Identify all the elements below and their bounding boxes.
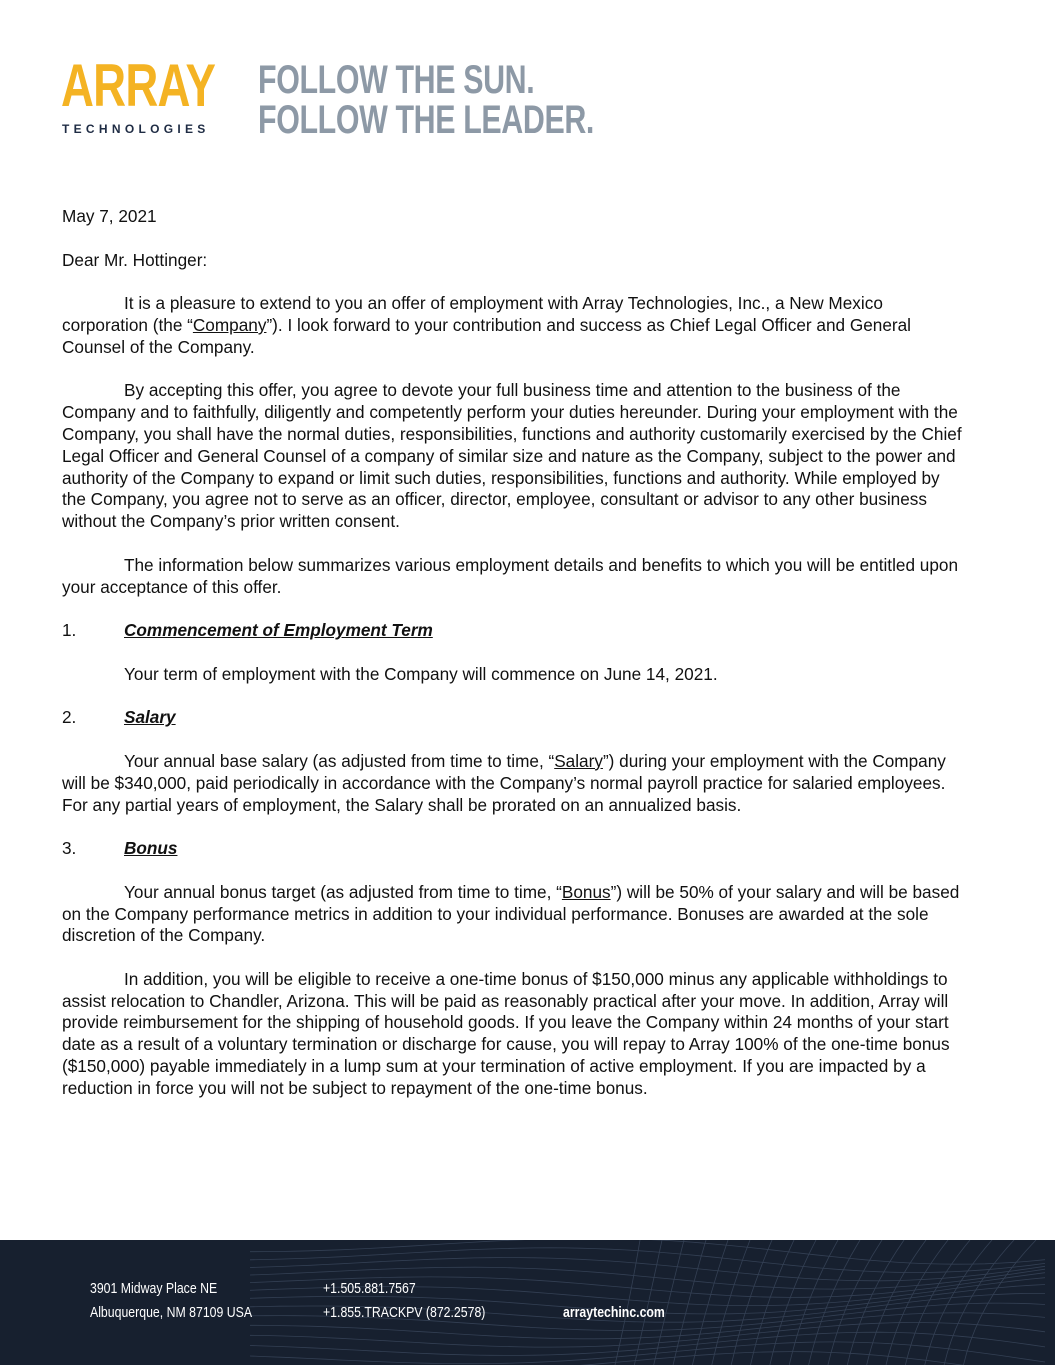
footer-phone-1: +1.505.881.7567 bbox=[323, 1280, 416, 1297]
section-number: 2. bbox=[62, 707, 77, 728]
paragraph-commencement: Your term of employment with the Company will commence on June 14, 2021. bbox=[124, 663, 718, 684]
section-title: Commencement of Employment Term bbox=[124, 620, 433, 641]
letterhead bbox=[61, 52, 662, 148]
paragraph-bonus-text-b: ”) will be 50% of your salary and will be based on the Company performance metrics in addition to your individual performance. Bonuses are awarded at the sole discretion of the Company. bbox=[62, 881, 960, 946]
footer-address-line-2: Albuquerque, NM 87109 USA bbox=[90, 1304, 253, 1321]
tagline-line-2: FOLLOW THE LEADER. bbox=[258, 98, 594, 142]
paragraph-relocation-bonus: In addition, you will be eligible to receive a one-time bonus of $150,000 minus any applicable withholdings to assist relocation to Chandler, Arizona. This will be paid as reasonably practical after your move. In addition, Array will provide reimbursement for the shipping of household goods. If you leave the Company within 24 months of your start date as a result of a voluntary termination or discharge for cause, you will repay to Array 100% of the one-time bonus ($150,000) payable immediately in a lump sum at your termination of active employment. If you are impacted by a reduction in force you will not be subject to repayment of the one-time bonus. bbox=[62, 968, 950, 1098]
paragraph-summary: The information below summarizes various employment details and benefits to which you will be entitled upon your acceptance of this offer. bbox=[62, 554, 959, 597]
paragraph-duties: By accepting this offer, you agree to devote your full business time and attention to the business of the Company and to faithfully, diligently and competently perform your duties hereunder. During your employment with the Company, you shall have the normal duties, responsibilities, functions and authority customarily exercised by the Chief Legal Officer and General Counsel of a company of similar size and nature as the Company, subject to the power and authority of the Company to expand or limit such duties, responsibilities, functions and authority. While employed by the Company, you agree not to serve as an officer, director, employee, consultant or advisor to any other business without the Company’s prior written consent. bbox=[62, 380, 962, 532]
letterhead-footer bbox=[0, 1240, 1055, 1365]
array-technologies-logo bbox=[61, 52, 222, 142]
paragraph-bonus bbox=[62, 882, 962, 947]
section-title: Salary bbox=[124, 707, 176, 728]
salutation: Dear Mr. Hottinger: bbox=[62, 249, 208, 270]
paragraph-offer bbox=[62, 293, 962, 358]
section-number: 1. bbox=[62, 620, 77, 641]
section-heading-salary bbox=[62, 707, 962, 729]
footer-address-line-1: 3901 Midway Place NE bbox=[90, 1280, 218, 1297]
paragraph-offer-text-b: ”). I look forward to your contribution and success as Chief Legal Officer and General Counsel of the Company. bbox=[62, 314, 911, 357]
paragraph-salary-text-b: ”) during your employment with the Company will be $340,000, paid periodically in accordance with the Company’s normal payroll practice for salaried employees. For any partial years of employment, the Salary shall be prorated on an annualized basis. bbox=[62, 750, 946, 815]
footer-phone-2: +1.855.TRACKPV (872.2578) bbox=[323, 1304, 486, 1321]
defined-term-bonus: Bonus bbox=[561, 881, 611, 902]
paragraph-salary-text-a: Your annual base salary (as adjusted from time to time, “ bbox=[124, 750, 555, 771]
tagline-line-1: FOLLOW THE SUN. bbox=[258, 58, 535, 102]
letter-date: May 7, 2021 bbox=[62, 206, 157, 226]
section-title: Bonus bbox=[124, 838, 178, 859]
footer-website-link[interactable]: arraytechinc.com bbox=[563, 1304, 665, 1321]
defined-term-company: Company bbox=[192, 314, 267, 335]
section-heading-bonus bbox=[62, 838, 962, 860]
paragraph-salary bbox=[62, 751, 962, 816]
letter-body bbox=[62, 206, 962, 1121]
section-heading-commencement bbox=[62, 620, 962, 642]
logo-wordmark: ARRAY bbox=[61, 52, 216, 119]
tagline bbox=[258, 60, 700, 140]
section-number: 3. bbox=[62, 838, 77, 859]
paragraph-bonus-text-a: Your annual bonus target (as adjusted from time to time, “ bbox=[124, 881, 562, 902]
paragraph-offer-text-a: It is a pleasure to extend to you an offer of employment with Array Technologies, Inc., a New Mexico corporation (the “ bbox=[62, 293, 883, 335]
defined-term-salary: Salary bbox=[554, 750, 603, 771]
logo-subtitle: TECHNOLOGIES bbox=[62, 122, 210, 136]
